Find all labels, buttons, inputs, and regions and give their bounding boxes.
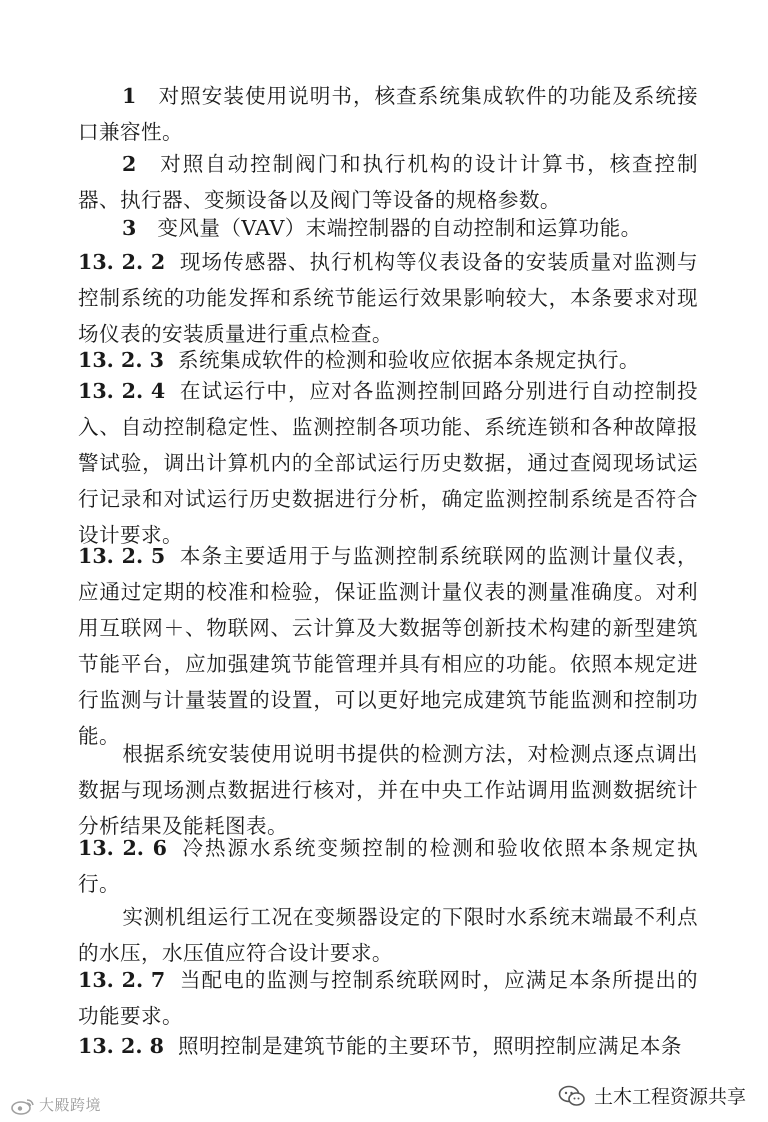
watermark-left-text: 大殿跨境	[39, 1096, 102, 1114]
clause-text: 冷热源水系统变频控制的检测和验收依照本条规定执行。	[78, 836, 698, 896]
clause-number: 13. 2. 2	[78, 250, 166, 274]
clause-13-2-2	[78, 244, 698, 352]
explanation-paragraph	[78, 736, 698, 844]
clause-13-2-8	[78, 1028, 698, 1064]
item-text: 对照安装使用说明书，核查系统集成软件的功能及系统接口兼容性。	[78, 84, 698, 144]
item-3	[78, 210, 698, 246]
watermark-right-text: 土木工程资源共享	[593, 1086, 746, 1108]
clause-number: 13. 2. 7	[78, 968, 166, 992]
item-number: 1	[122, 84, 137, 108]
clause-number: 13. 2. 3	[78, 348, 164, 372]
wechat-icon	[558, 1085, 586, 1107]
item-text: 变风量（VAV）末端控制器的自动控制和运算功能。	[157, 216, 642, 240]
clause-13-2-6	[78, 830, 698, 902]
clause-text: 当配电的监测与控制系统联网时，应满足本条所提出的功能要求。	[78, 968, 698, 1028]
paragraph-text: 根据系统安装使用说明书提供的检测方法，对检测点逐点调出数据与现场测点数据进行核对，并在中央工作站调用监测数据统计分析结果及能耗图表。	[78, 742, 698, 838]
clause-13-2-5	[78, 538, 698, 754]
clause-text: 在试运行中，应对各监测控制回路分别进行自动控制投入、自动控制稳定性、监测控制各项功能、系统连锁和各种故障报警试验，调出计算机内的全部试运行历史数据，通过查阅现场试运行记录和对试运行历史数据进行分析，确定监测控制系统是否符合设计要求。	[78, 379, 698, 547]
item-2	[78, 146, 698, 218]
clause-text: 现场传感器、执行机构等仪表设备的安装质量对监测与控制系统的功能发挥和系统节能运行效果影响较大，本条要求对现场仪表的安装质量进行重点检查。	[78, 250, 698, 346]
weibo-icon	[10, 1097, 36, 1115]
clause-number: 13. 2. 8	[78, 1034, 164, 1058]
explanation-paragraph-2	[78, 899, 698, 971]
clause-text: 照明控制是建筑节能的主要环节，照明控制应满足本条	[178, 1034, 682, 1058]
clause-number: 13. 2. 4	[78, 379, 166, 403]
item-text: 对照自动控制阀门和执行机构的设计计算书，核查控制器、执行器、变频设备以及阀门等设备的规格参数。	[78, 152, 698, 212]
clause-number: 13. 2. 6	[78, 836, 167, 860]
clause-text: 系统集成软件的检测和验收应依据本条规定执行。	[178, 348, 640, 372]
clause-text: 本条主要适用于与监测控制系统联网的监测计量仪表，应通过定期的校准和检验，保证监测计量仪表的测量准确度。对利用互联网＋、物联网、云计算及大数据等创新技术构建的新型建筑节能平台，应加强建筑节能管理并具有相应的功能。依照本规定进行监测与计量装置的设置，可以更好地完成建筑节能监测和控制功能。	[78, 544, 698, 748]
clause-number: 13. 2. 5	[78, 544, 166, 568]
watermark-left	[10, 1094, 101, 1115]
clause-13-2-4	[78, 373, 698, 553]
item-number: 2	[122, 152, 137, 176]
item-1	[78, 78, 698, 150]
item-number: 3	[122, 216, 137, 240]
clause-13-2-7	[78, 962, 698, 1034]
paragraph-text: 实测机组运行工况在变频器设定的下限时水系统末端最不利点的水压，水压值应符合设计要求。	[78, 905, 698, 965]
watermark-right	[558, 1082, 746, 1109]
